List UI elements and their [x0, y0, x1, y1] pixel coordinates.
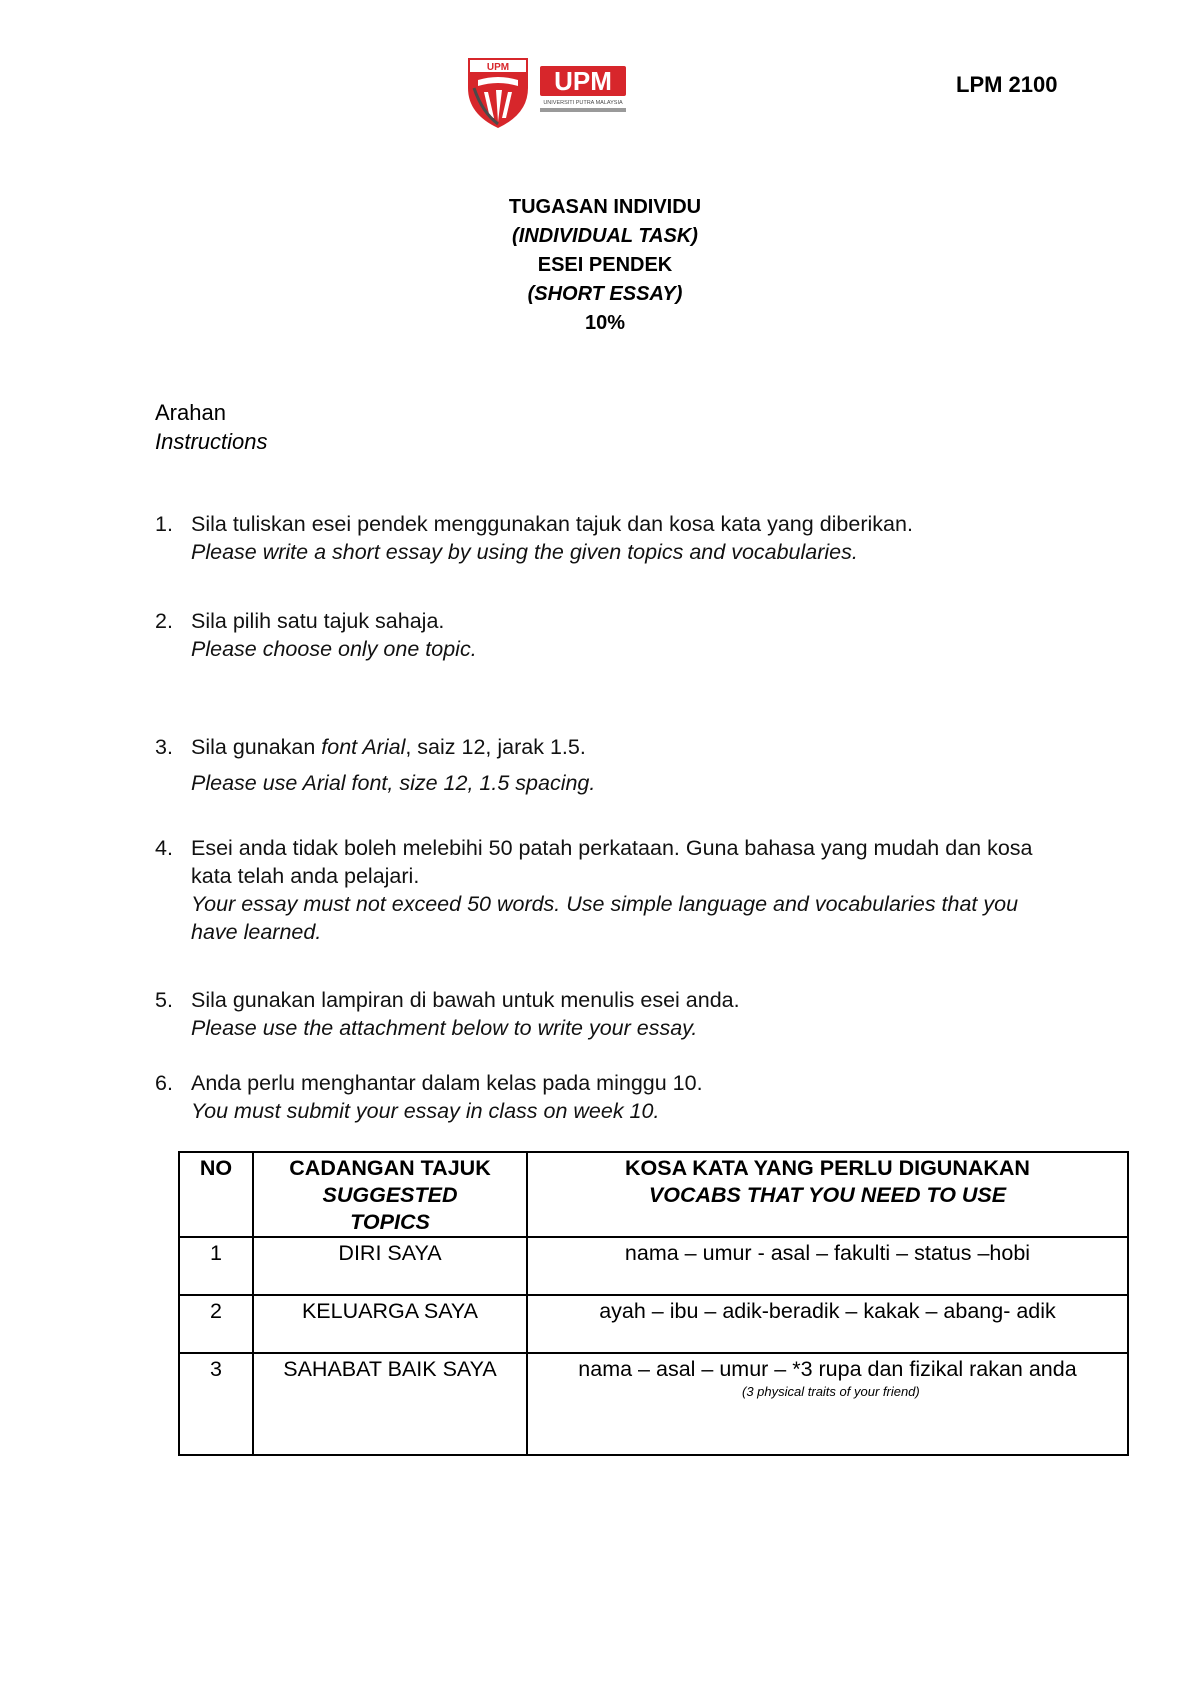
item-text-en: Your essay must not exceed 50 words. Use simple language and vocabularies that you have learned.: [191, 892, 1019, 944]
item-number: 2.: [155, 609, 173, 633]
upm-logo: [454, 52, 634, 132]
header-topic-ms: CADANGAN TAJUK: [289, 1156, 491, 1180]
header-vocab-en: VOCABS THAT YOU NEED TO USE: [648, 1183, 1007, 1207]
header-topic-en: SUGGESTED TOPICS: [322, 1183, 458, 1234]
instructions-heading-ms: Arahan: [155, 400, 226, 425]
topics-table: [178, 1151, 1129, 1456]
instructions-heading-en: Instructions: [155, 429, 268, 454]
item-text-en: Please use Arial font, size 12, 1.5 spacing.: [191, 771, 596, 795]
table-row: [179, 1237, 1128, 1295]
cell-topic: DIRI SAYA: [253, 1237, 527, 1295]
table-row: [179, 1353, 1128, 1455]
item-number: 6.: [155, 1071, 173, 1095]
instructions-heading: [155, 398, 268, 456]
cell-vocab-note: (3 physical traits of your friend): [742, 1384, 920, 1399]
cell-no: 1: [179, 1237, 253, 1295]
cell-vocab-text: nama – asal – umur – *3 rupa dan fizikal rakan anda: [578, 1357, 1077, 1381]
svg-text:UNIVERSITI PUTRA MALAYSIA: UNIVERSITI PUTRA MALAYSIA: [543, 100, 623, 106]
title-line-en: (INDIVIDUAL TASK): [512, 225, 698, 247]
item-number: 5.: [155, 988, 173, 1012]
weight-percentage: 10%: [584, 312, 626, 334]
item-text-ms: Sila tuliskan esei pendek menggunakan tajuk dan kosa kata yang diberikan.: [191, 512, 913, 536]
header-no: NO: [179, 1152, 253, 1237]
header-topic: [253, 1152, 527, 1237]
task-title-block: [0, 193, 1200, 338]
item-text-ms: Sila gunakan lampiran di bawah untuk menulis esei anda.: [191, 988, 740, 1012]
table-header-row: [179, 1152, 1128, 1237]
item-number: 1.: [155, 512, 173, 536]
svg-text:UPM: UPM: [554, 66, 612, 96]
subtitle-line-en: (SHORT ESSAY): [527, 283, 683, 305]
cell-vocab: ayah – ibu – adik-beradik – kakak – abang- adik: [527, 1295, 1128, 1353]
header-vocab-ms: KOSA KATA YANG PERLU DIGUNAKAN: [625, 1156, 1030, 1180]
item-text-en: Please use the attachment below to write your essay.: [191, 1016, 698, 1040]
item-text-en: Please choose only one topic.: [191, 637, 477, 661]
cell-vocab: [527, 1353, 1128, 1455]
cell-no: 3: [179, 1353, 253, 1455]
title-line-ms: TUGASAN INDIVIDU: [508, 196, 702, 218]
cell-topic: SAHABAT BAIK SAYA: [253, 1353, 527, 1455]
item-text-ms: [191, 733, 1071, 761]
subtitle-line-ms: ESEI PENDEK: [537, 254, 673, 276]
cell-vocab: nama – umur - asal – fakulti – status –hobi: [527, 1237, 1128, 1295]
item-text-ms: Esei anda tidak boleh melebihi 50 patah perkataan. Guna bahasa yang mudah dan kosa kata telah anda pelajari.: [191, 836, 1033, 888]
item-text-ms: Sila pilih satu tajuk sahaja.: [191, 609, 445, 633]
cell-no: 2: [179, 1295, 253, 1353]
header-vocab: [527, 1152, 1128, 1237]
item-text-ms-part: , saiz 12, jarak 1.5.: [405, 735, 586, 759]
svg-text:UPM: UPM: [486, 62, 510, 73]
item-number: 4.: [155, 836, 173, 860]
cell-topic: KELUARGA SAYA: [253, 1295, 527, 1353]
table-row: [179, 1295, 1128, 1353]
item-text-en: Please write a short essay by using the given topics and vocabularies.: [191, 540, 858, 564]
item-text-ms: Anda perlu menghantar dalam kelas pada minggu 10.: [191, 1071, 703, 1095]
item-text-en: You must submit your essay in class on week 10.: [191, 1099, 660, 1123]
upm-crest-icon: [454, 52, 634, 132]
course-code: LPM 2100: [956, 72, 1058, 97]
item-number: 3.: [155, 735, 173, 759]
item-text-ms-part: Sila gunakan: [191, 735, 322, 759]
item-text-ms-font: font Arial: [321, 735, 406, 759]
